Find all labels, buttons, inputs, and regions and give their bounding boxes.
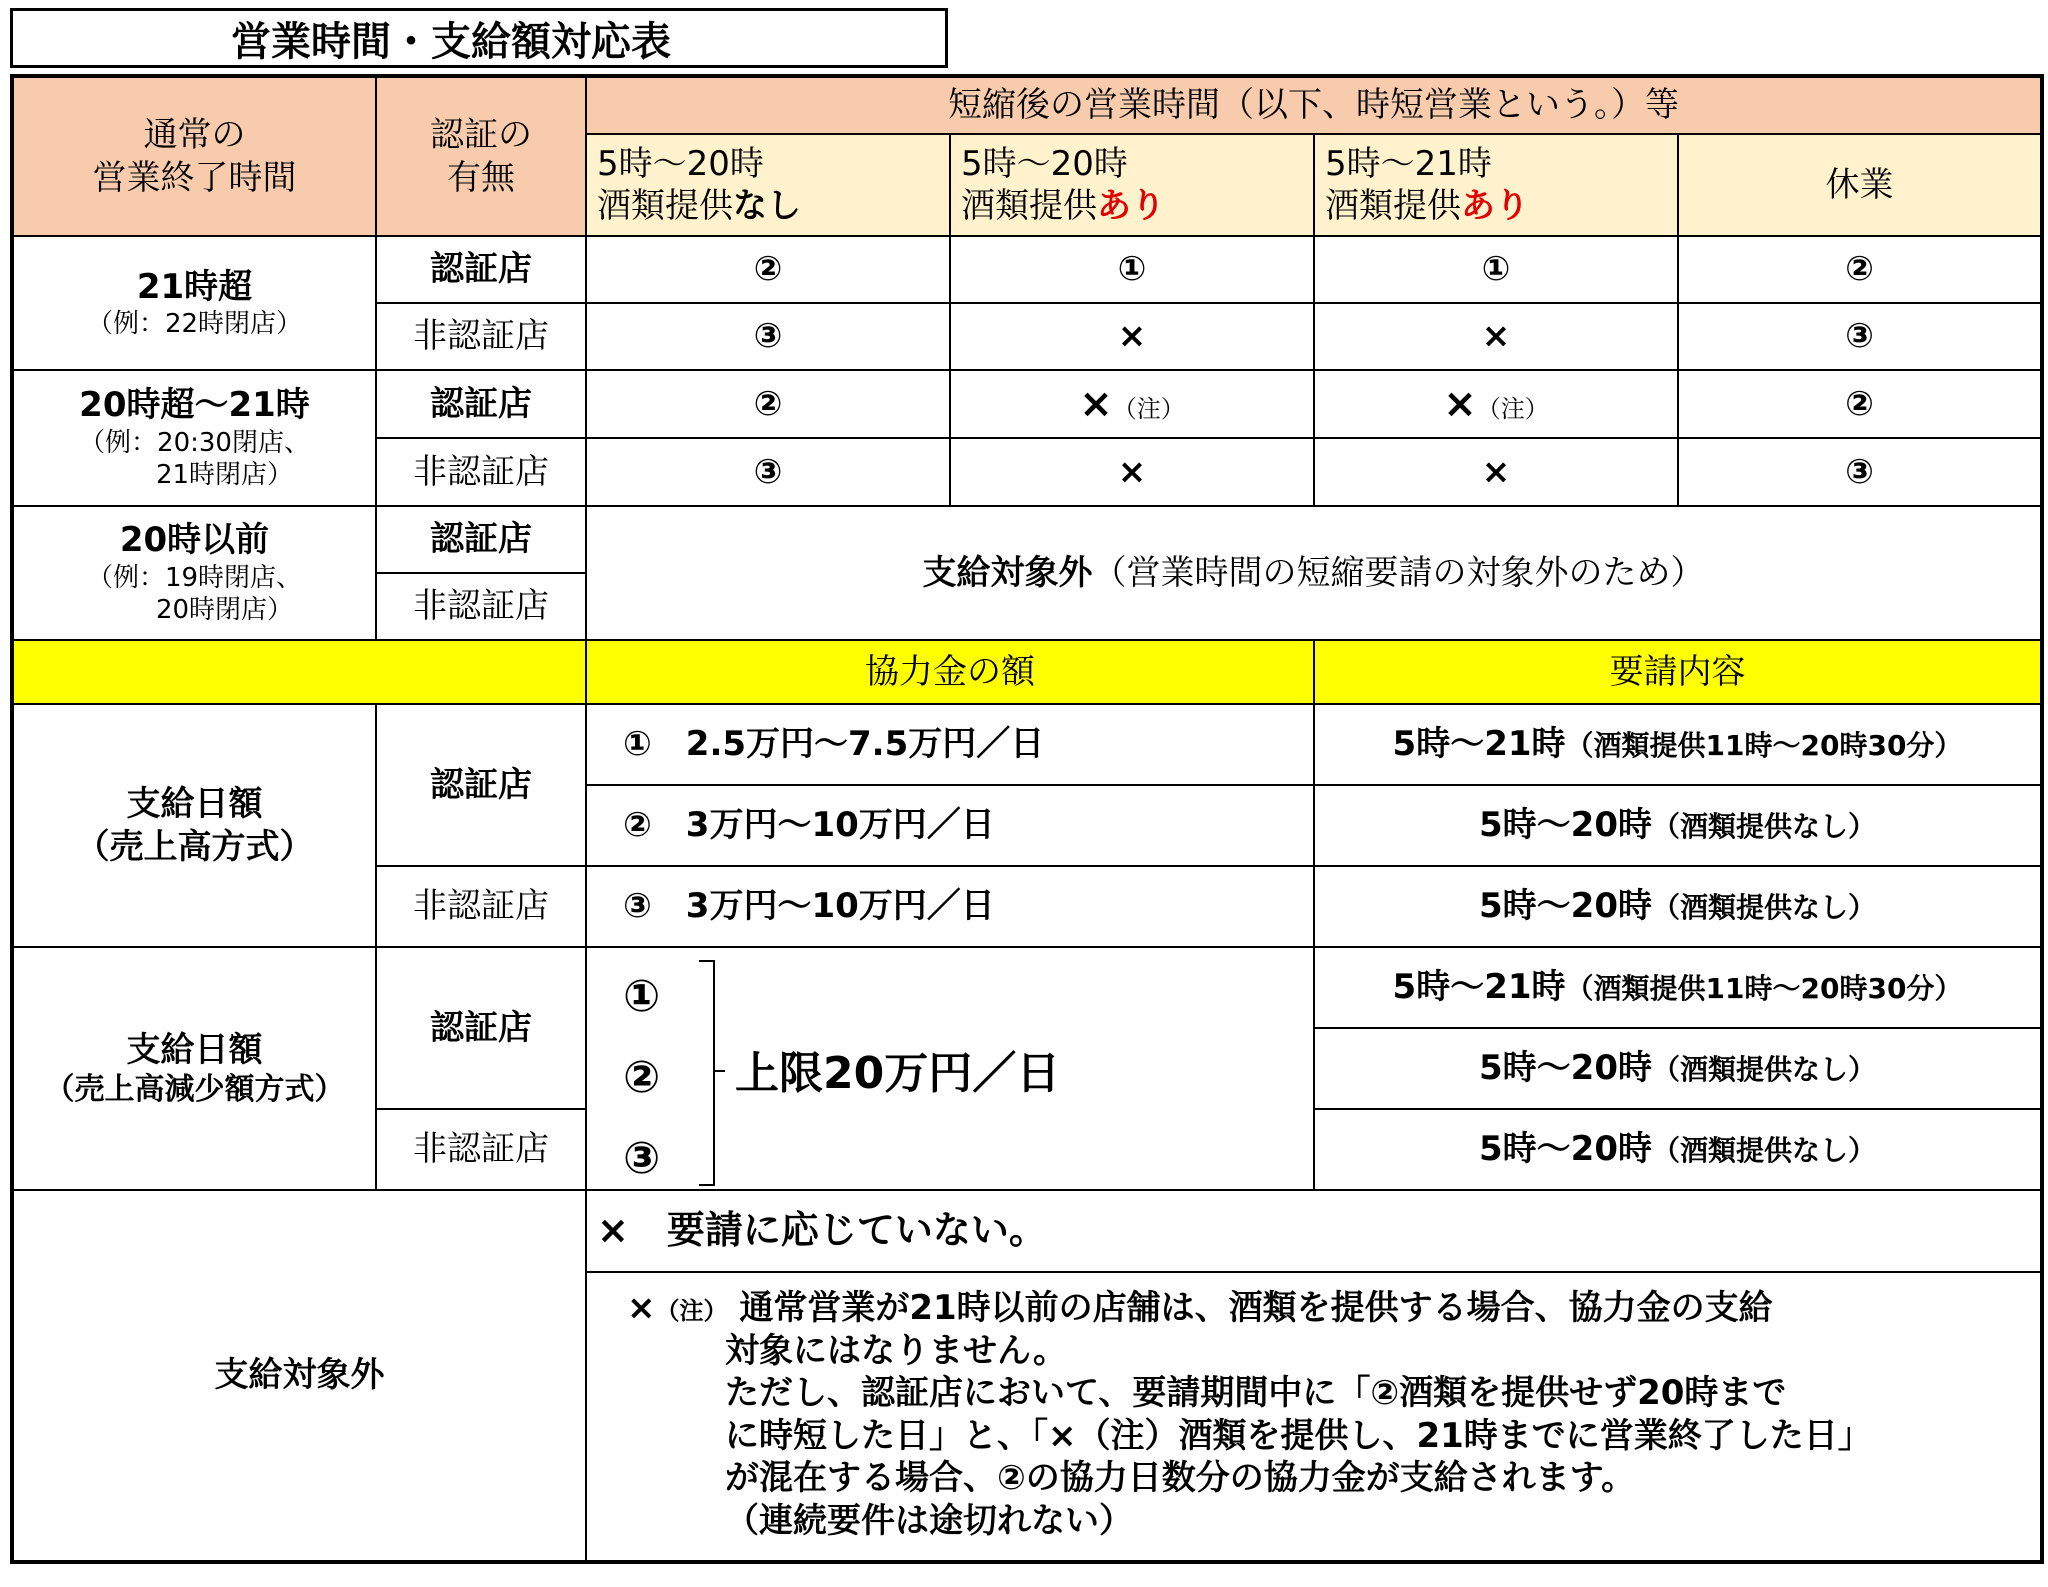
sales-method-line2: （売上高方式） — [75, 826, 314, 867]
row-21-label — [12, 236, 376, 370]
row-21-noncert-sub2: × — [950, 303, 1314, 370]
note-line-5: が混在する場合、②の協力日数分の協力金が支給されます。 — [725, 1458, 1636, 1498]
req-time: 5時～20時 — [1479, 805, 1652, 846]
row-20-21-noncert-sub1: ③ — [586, 438, 950, 506]
req-paren: （酒類提供11時～20時30分） — [1565, 729, 1963, 763]
req-paren: （酒類提供なし） — [1651, 891, 1876, 925]
header-cert — [376, 76, 586, 236]
amount-header: 協力金の額 — [586, 640, 1314, 704]
sales-noncert: 非認証店 — [376, 866, 586, 947]
sub3-yes: あり — [1461, 186, 1529, 226]
req-time: 5時～20時 — [1479, 1048, 1652, 1089]
note-line-1: 通常営業が21時以前の店舗は、酒類を提供する場合、協力金の支給 — [739, 1288, 1773, 1328]
footer-x-line: × 要請に応じていない。 — [586, 1190, 2042, 1272]
bracket-num-1: ① — [623, 971, 661, 1022]
note-line-3: ただし、認証店において、要請期間中に「②酒類を提供せず20時まで — [725, 1373, 1787, 1413]
row-21-title: 21時超 — [136, 266, 253, 307]
row-20-21-cert: 認証店 — [376, 370, 586, 438]
header-cert-line1: 認証の — [430, 115, 532, 155]
header-sub4: 休業 — [1678, 134, 2042, 236]
row-21-noncert-sub4: ③ — [1678, 303, 2042, 370]
row-21-noncert-sub3: × — [1314, 303, 1678, 370]
bracket-numbers — [623, 956, 660, 1199]
decrease-noncert: 非認証店 — [376, 1109, 586, 1190]
row-21-cert-sub3: ① — [1314, 236, 1678, 303]
page-title: 営業時間・支給額対応表 — [10, 8, 948, 68]
sub3-drink: 酒類提供 — [1325, 186, 1461, 226]
req-time: 5時～21時 — [1392, 724, 1566, 765]
header-sub1 — [586, 134, 950, 236]
row-21-cert: 認証店 — [376, 236, 586, 303]
out-of-scope-reason: （営業時間の短縮要請の対象外のため） — [1092, 552, 1705, 593]
row-20-21-example2: 21時閉店） — [155, 460, 294, 491]
req-paren: （酒類提供11時～20時30分） — [1565, 972, 1963, 1006]
row-20-before-example2: 20時閉店） — [155, 595, 294, 626]
sub2-time: 5時～20時 — [961, 143, 1128, 184]
amount-header-blank — [12, 640, 586, 704]
out-of-scope-cell — [586, 506, 2042, 640]
out-of-scope-label: 支給対象外 — [922, 552, 1093, 593]
x-mark: × — [1443, 381, 1477, 427]
row-21-cert-sub1: ② — [586, 236, 950, 303]
note-line-4: に時短した日」と、「×（注）酒類を提供し、21時までに営業終了した日」 — [725, 1415, 1872, 1456]
header-end-time-line1: 通常の — [143, 115, 246, 155]
row-20-before-example1: （例：19時閉店、 — [86, 562, 303, 593]
row-20-before-noncert: 非認証店 — [376, 573, 586, 640]
bracket-num-3: ③ — [623, 1133, 661, 1184]
req-time: 5時～21時 — [1392, 967, 1566, 1008]
row-20-21-noncert-sub3: × — [1314, 438, 1678, 506]
note-mark: （注） — [1476, 395, 1549, 423]
sub2-yes: あり — [1097, 186, 1165, 226]
sales-method-line1: 支給日額 — [126, 784, 263, 824]
row-21-example: （例：22時閉店） — [86, 309, 303, 339]
amount-3: ③ 3万円～10万円／日 — [586, 866, 1314, 947]
amount-2: ② 3万円～10万円／日 — [586, 785, 1314, 866]
note-mark: （注） — [1112, 395, 1185, 423]
header-end-time — [12, 76, 376, 236]
row-20-21-example1: （例：20:30閉店、 — [79, 427, 310, 458]
amount-1: ① 2.5万円～7.5万円／日 — [586, 704, 1314, 785]
note-x-mark: × — [627, 1288, 656, 1328]
row-20-21-noncert-sub4: ③ — [1678, 438, 2042, 506]
note-line-6: （連続要件は途切れない） — [725, 1500, 1133, 1541]
limit-bracket-cell — [586, 947, 1314, 1190]
x-mark: × — [1079, 381, 1113, 427]
sub1-time: 5時～20時 — [597, 143, 764, 184]
row-20-21-label — [12, 370, 376, 506]
bracket-num-2: ② — [623, 1052, 661, 1103]
header-sub3 — [1314, 134, 1678, 236]
req-time: 5時～20時 — [1479, 1129, 1652, 1170]
decrease-method-label — [12, 947, 376, 1190]
row-20-21-cert-sub2 — [950, 370, 1314, 438]
req-paren: （酒類提供なし） — [1651, 810, 1876, 844]
sub1-none: なし — [733, 186, 801, 226]
row-20-21-cert-sub1: ② — [586, 370, 950, 438]
req-paren: （酒類提供なし） — [1651, 1053, 1876, 1087]
row-20-before-label — [12, 506, 376, 640]
row-21-noncert-sub1: ③ — [586, 303, 950, 370]
req-paren: （酒類提供なし） — [1651, 1134, 1876, 1168]
decrease-method-line1: 支給日額 — [126, 1029, 263, 1070]
header-sub2 — [950, 134, 1314, 236]
request-header: 要請内容 — [1314, 640, 2042, 704]
header-end-time-line2: 営業終了時間 — [92, 157, 297, 198]
header-cert-line2: 有無 — [447, 157, 515, 198]
correspondence-table — [10, 74, 2044, 1564]
row-20-21-noncert: 非認証店 — [376, 438, 586, 506]
row-21-cert-sub4: ② — [1678, 236, 2042, 303]
row-20-21-noncert-sub2: × — [950, 438, 1314, 506]
row-20-21-title: 20時超～21時 — [79, 385, 310, 426]
footer-label: 支給対象外 — [12, 1190, 586, 1562]
row-20-before-title: 20時以前 — [119, 520, 270, 561]
row-21-cert-sub2: ① — [950, 236, 1314, 303]
sales-cert: 認証店 — [376, 704, 586, 866]
row-21-noncert: 非認証店 — [376, 303, 586, 370]
sub3-time: 5時～21時 — [1325, 143, 1492, 184]
request-6 — [1314, 1109, 2042, 1190]
sales-method-label — [12, 704, 376, 947]
sub1-drink: 酒類提供 — [597, 186, 733, 226]
row-20-21-cert-sub3 — [1314, 370, 1678, 438]
footer-notes — [586, 1272, 2042, 1562]
row-20-21-cert-sub4: ② — [1678, 370, 2042, 438]
note-mark: （注） — [655, 1297, 728, 1325]
note-line-2: 対象にはなりません。 — [725, 1330, 1068, 1371]
request-5 — [1314, 1028, 2042, 1109]
request-2 — [1314, 785, 2042, 866]
req-time: 5時～20時 — [1479, 886, 1652, 927]
bracket-shape — [699, 960, 715, 1186]
sub2-drink: 酒類提供 — [961, 186, 1097, 226]
decrease-method-line2: （売上高減少額方式） — [44, 1072, 345, 1107]
row-20-before-cert: 認証店 — [376, 506, 586, 573]
header-group: 短縮後の営業時間（以下、時短営業という。）等 — [586, 76, 2042, 134]
request-1 — [1314, 704, 2042, 785]
limit-amount: 上限20万円／日 — [735, 1048, 1061, 1099]
decrease-cert: 認証店 — [376, 947, 586, 1109]
request-4 — [1314, 947, 2042, 1028]
request-3 — [1314, 866, 2042, 947]
